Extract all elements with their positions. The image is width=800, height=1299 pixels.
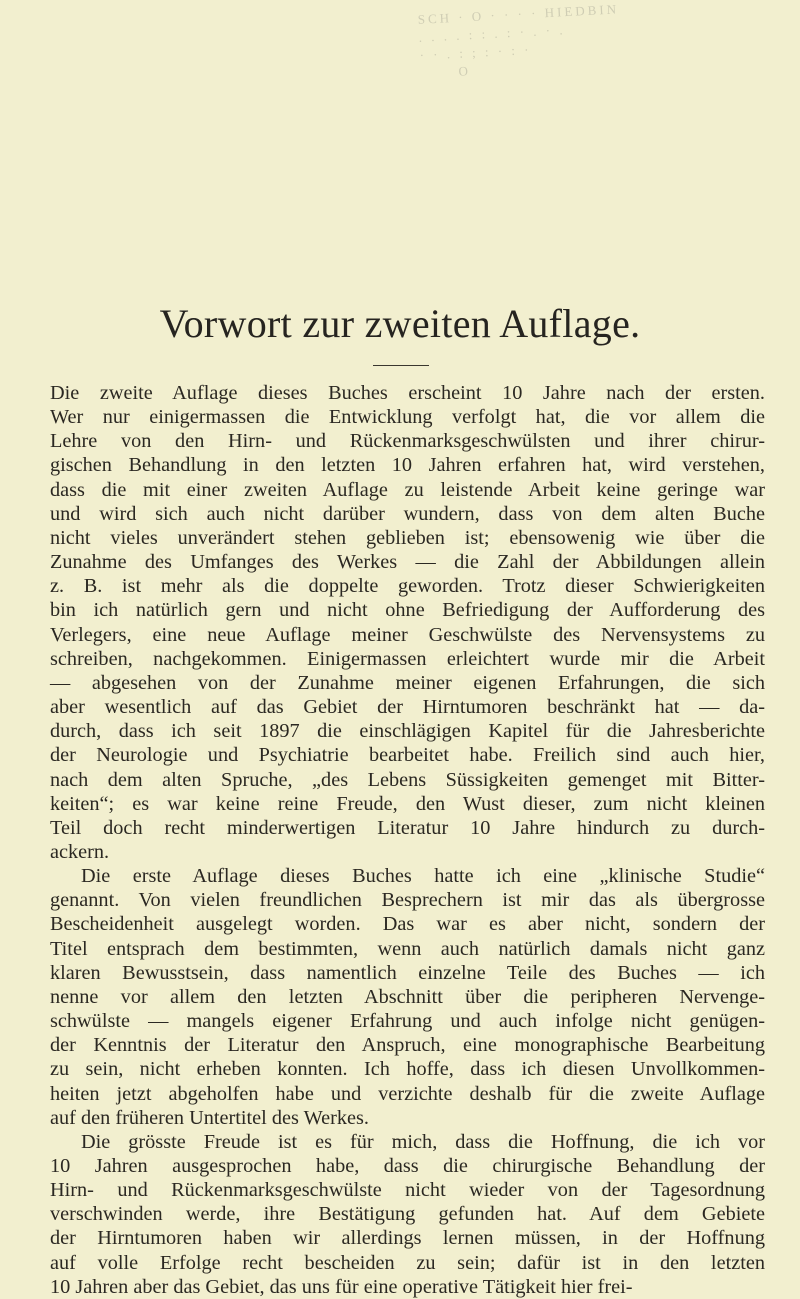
text-line: Verlegers, eine neue Auflage meiner Geschwülste des Nervensystems zu bbox=[50, 623, 765, 646]
stamp-line: . . . . : : . : · . · . bbox=[418, 22, 566, 45]
text-line: dass die mit einer zweiten Auflage zu leistende Arbeit keine geringe war bbox=[50, 478, 765, 501]
text-line: bin ich natürlich gern und nicht ohne Befriedigung der Aufforderung des bbox=[50, 599, 765, 622]
stamp-line: O bbox=[458, 63, 472, 79]
body-text bbox=[50, 381, 765, 1299]
text-line: — abgesehen von der Zunahme meiner eigenen Erfahrungen, die sich bbox=[50, 671, 765, 694]
text-line: 10 Jahren ausgesprochen habe, dass die chirurgische Behandlung der bbox=[50, 1155, 765, 1177]
text-line: Die zweite Auflage dieses Buches erscheint 10 Jahre nach der ersten. bbox=[50, 382, 765, 404]
text-line: durch, dass ich seit 1897 die einschlägigen Kapitel für die Jahresberichte bbox=[50, 720, 765, 743]
text-line: Lehre von den Hirn- und Rückenmarksgeschwülsten und ihrer chirur- bbox=[50, 430, 765, 453]
text-line: 10 Jahren aber das Gebiet, das uns für eine operative Tätigkeit hier frei- bbox=[50, 1275, 633, 1298]
text-line: nenne vor allem den letzten Abschnitt über die peripheren Nervenge- bbox=[50, 985, 765, 1008]
library-stamp-watermark bbox=[417, 0, 682, 121]
text-line: klaren Bewusstsein, dass namentlich einzelne Teile des Buches — ich bbox=[50, 961, 765, 984]
text-line: schwülste — mangels eigener Erfahrung und auch infolge nicht genügen- bbox=[50, 1010, 765, 1033]
text-line: auf volle Erfolge recht bescheiden zu sein; dafür ist in den letzten bbox=[50, 1251, 765, 1274]
text-line: der Kenntnis der Literatur den Anspruch, eine monographische Bearbeitung bbox=[50, 1034, 765, 1057]
page-title: Vorwort zur zweiten Auflage. bbox=[159, 301, 641, 346]
text-line: Wer nur einigermassen die Entwicklung verfolgt hat, die vor allem die bbox=[50, 406, 765, 429]
text-line: Titel entsprach dem bestimmten, wenn auch natürlich damals nicht ganz bbox=[50, 937, 765, 960]
text-line: verschwinden werde, ihre Bestätigung gefunden hat. Auf dem Gebiete bbox=[50, 1203, 765, 1226]
text-line: gischen Behandlung in den letzten 10 Jahren erfahren hat, wird verstehen, bbox=[50, 454, 765, 477]
title-divider bbox=[373, 365, 429, 366]
text-line: Hirn- und Rückenmarksgeschwülste nicht wieder von der Tagesordnung bbox=[50, 1179, 765, 1202]
text-line: und wird sich auch nicht darüber wundern, dass von dem alten Buche bbox=[50, 502, 765, 525]
text-line: Die grösste Freude ist es für mich, dass die Hoffnung, die ich vor bbox=[81, 1130, 765, 1153]
text-line: Bescheidenheit ausgelegt worden. Das war es aber nicht, sondern der bbox=[50, 913, 765, 936]
text-line: zu sein, nicht erheben konnten. Ich hoffe, dass ich diesen Unvollkommen- bbox=[50, 1058, 765, 1081]
stamp-line: SCH · O · · · · HIEDBIN bbox=[417, 1, 620, 27]
stamp-line: · · . : ; : · : · bbox=[419, 41, 532, 63]
text-line: schreiben, nachgekommen. Einigermassen erleichtert wurde mir die Arbeit bbox=[50, 647, 765, 670]
text-line: der Hirntumoren haben wir allerdings lernen müssen, in der Hoffnung bbox=[50, 1227, 765, 1250]
text-line: Zunahme des Umfanges des Werkes — die Zahl der Abbildungen allein bbox=[50, 551, 765, 574]
text-line: ackern. bbox=[50, 840, 110, 863]
text-line: auf den früheren Untertitel des Werkes. bbox=[50, 1106, 369, 1129]
text-line: heiten jetzt abgeholfen habe und verzichte deshalb für die zweite Auflage bbox=[50, 1082, 765, 1105]
text-line: Teil doch recht minderwertigen Literatur 10 Jahre hindurch zu durch- bbox=[50, 816, 765, 839]
text-line: nicht vieles unverändert stehen geblieben ist; ebensowenig wie über die bbox=[50, 526, 765, 549]
text-line: der Neurologie und Psychiatrie bearbeitet habe. Freilich sind auch hier, bbox=[50, 744, 765, 767]
text-line: keiten“; es war keine reine Freude, den Wust dieser, zum nicht kleinen bbox=[50, 792, 765, 815]
text-line: nach dem alten Spruche, „des Lebens Süssigkeiten gemenget mit Bitter- bbox=[50, 768, 765, 791]
text-line: genannt. Von vielen freundlichen Besprechern ist mir das als übergrosse bbox=[50, 889, 765, 912]
text-line: Die erste Auflage dieses Buches hatte ich eine „klinische Studie“ bbox=[81, 865, 765, 888]
text-line: aber wesentlich auf das Gebiet der Hirntumoren beschränkt hat — da- bbox=[50, 696, 765, 719]
text-line: z. B. ist mehr als die doppelte geworden. Trotz dieser Schwierigkeiten bbox=[50, 575, 765, 598]
